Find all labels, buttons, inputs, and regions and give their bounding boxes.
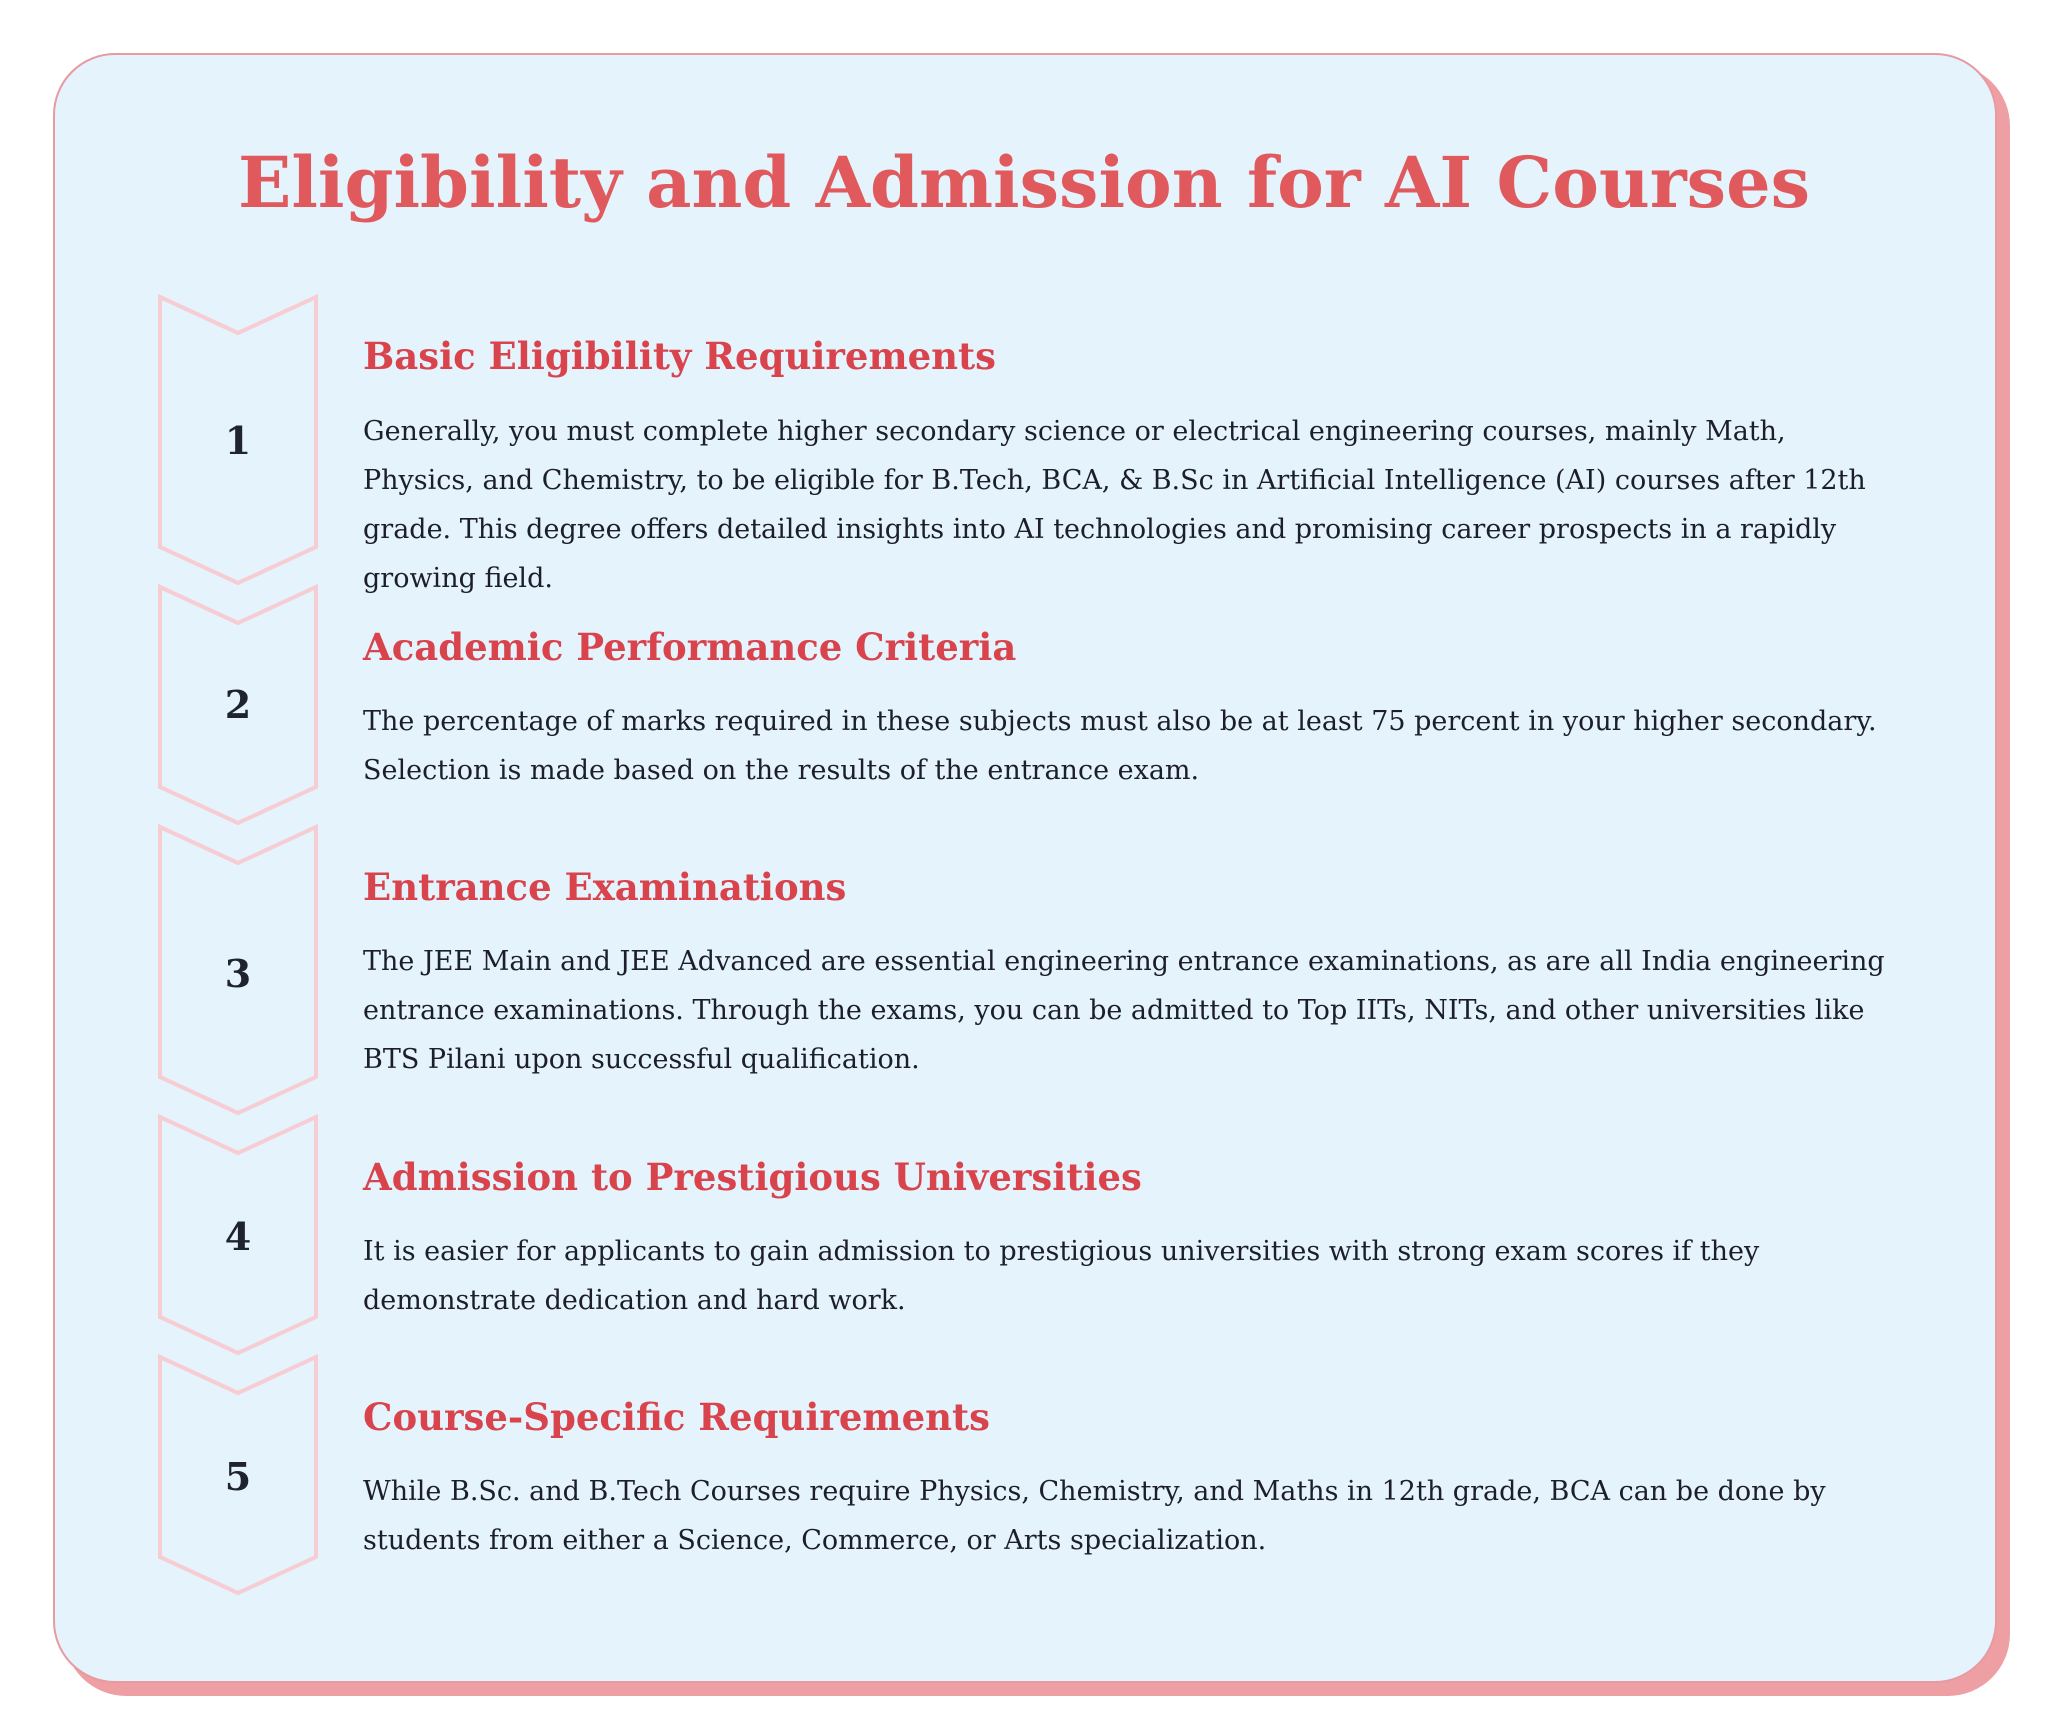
step-number-2: 2 (224, 682, 252, 727)
step-number-1: 1 (224, 418, 252, 463)
step-body-4: It is easier for applicants to gain admission to prestigious universities with strong exam scores if they demonstrate dedication and hard work. (363, 1236, 1760, 1316)
step-heading-4: Admission to Prestigious Universities (363, 1155, 1142, 1199)
step-number-3: 3 (224, 951, 252, 996)
step-body-2: The percentage of marks required in these subjects must also be at least 75 percent in your higher secondary. Selection is made based on the results of the entrance exam. (363, 706, 1877, 786)
step-heading-5: Course-Specific Requirements (363, 1395, 990, 1439)
step-number-5: 5 (224, 1454, 252, 1499)
page-title: Eligibility and Admission for AI Courses (237, 141, 1811, 224)
step-number-4: 4 (224, 1214, 252, 1259)
step-heading-3: Entrance Examinations (363, 865, 847, 909)
step-body-3: The JEE Main and JEE Advanced are essential engineering entrance examinations, as are all India engineering entrance examinations. Through the exams, you can be admitted to Top IITs, NITs, and other universities like BTS Pilani upon successful qualification. (363, 946, 1885, 1075)
step-heading-2: Academic Performance Criteria (363, 625, 1017, 669)
content-card (53, 53, 1997, 1683)
step-heading-1: Basic Eligibility Requirements (363, 334, 996, 378)
step-body-1: Generally, you must complete higher secondary science or electrical engineering courses, mainly Math, Physics, and Chemistry, to be eligible for B.Tech, BCA, & B.Sc in Artificial Intelligence (AI) courses after 12th grade. This degree offers detailed insights into AI technologies and promising career prospects in a rapidly growing field. (363, 416, 1866, 594)
step-body-5: While B.Sc. and B.Tech Courses require Physics, Chemistry, and Maths in 12th grade, BCA can be done by students from either a Science, Commerce, or Arts specialization. (363, 1476, 1826, 1556)
